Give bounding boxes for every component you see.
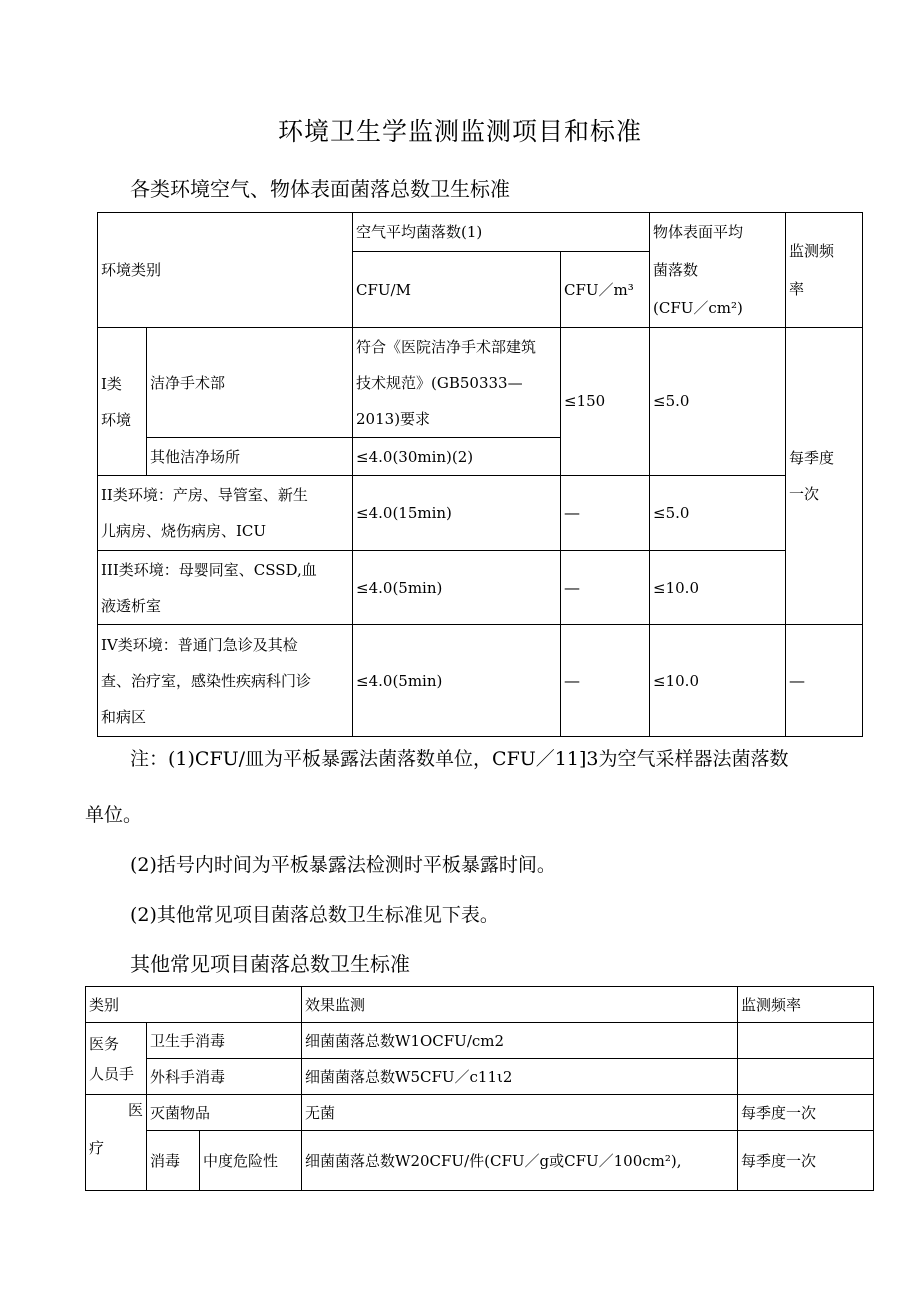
class-3-label: III类环境：母婴同室、CSSD,血 液透析室	[98, 551, 353, 625]
table2-caption: 其他常见项目菌落总数卫生标准	[130, 952, 410, 976]
header-air-count: 空气平均菌落数(1)	[353, 213, 650, 252]
note-3: (2)其他常见项目菌落总数卫生标准见下表。	[130, 904, 499, 926]
environment-standards-table	[97, 212, 863, 737]
header-cfu-m3: CFU／m³	[561, 252, 650, 328]
class-3-m3: —	[561, 551, 650, 625]
class-2-surface: ≤5.0	[650, 476, 786, 551]
t2-hygienic-hand-disinfection: 卫生手消毒	[147, 1023, 302, 1059]
class-4-label: IV类环境：普通门急诊及其检 查、治疗室，感染性疾病科门诊 和病区	[98, 625, 353, 737]
t2-header-type: 类别	[86, 987, 302, 1023]
class-1-other-air: ≤4.0(30min)(2)	[353, 438, 561, 476]
t2-sterile-frequency: 每季度一次	[738, 1095, 874, 1131]
frequency-quarterly: 每季度 一次	[786, 328, 863, 625]
t2-surgical-frequency	[738, 1059, 874, 1095]
t2-sterile-effect: 无菌	[302, 1095, 738, 1131]
header-env-class: 环境类别	[98, 213, 353, 328]
header-frequency: 监测频 率	[786, 213, 863, 328]
class-1-sub-clean-op: 洁净手术部	[147, 328, 353, 438]
class-2-air: ≤4.0(15min)	[353, 476, 561, 551]
class-3-air: ≤4.0(5min)	[353, 551, 561, 625]
other-items-standards-table	[85, 986, 874, 1191]
class-1-air-value: 符合《医院洁净手术部建筑 技术规范》(GB50333— 2013)要求	[353, 328, 561, 438]
header-cfu-m: CFU/M	[353, 252, 561, 328]
t2-group-medical-staff-hands: 医务 人员手	[86, 1023, 147, 1095]
page-title: 环境卫生学监测监测项目和标准	[277, 117, 642, 146]
t2-medium-risk: 中度危险性	[200, 1131, 302, 1191]
t2-group-medical: 医 疗	[86, 1095, 147, 1191]
header-surface-count: 物体表面平均 菌落数 (CFU／cm²)	[650, 213, 786, 328]
t2-medium-risk-frequency: 每季度一次	[738, 1131, 874, 1191]
class-4-frequency: —	[786, 625, 863, 737]
note-1-line-2: 单位。	[85, 804, 143, 826]
t2-surgical-hand-disinfection: 外科手消毒	[147, 1059, 302, 1095]
t2-disinfection: 消毒	[147, 1131, 200, 1191]
t2-hygienic-effect: 细菌菌落总数W1OCFU/cm2	[302, 1023, 738, 1059]
t2-header-effect: 效果监测	[302, 987, 738, 1023]
t2-medium-risk-effect: 细菌菌落总数W20CFU/件(CFU／g或CFU／100cm²),	[302, 1131, 738, 1191]
class-1-surface-value: ≤5.0	[650, 328, 786, 476]
t2-header-frequency: 监测频率	[738, 987, 874, 1023]
class-2-label: II类环境：产房、导管室、新生 儿病房、烧伤病房、ICU	[98, 476, 353, 551]
class-1-m3-value: ≤150	[561, 328, 650, 476]
class-2-m3: —	[561, 476, 650, 551]
class-4-air: ≤4.0(5min)	[353, 625, 561, 737]
table1-caption: 各类环境空气、物体表面菌落总数卫生标准	[130, 177, 510, 201]
class-4-surface: ≤10.0	[650, 625, 786, 737]
class-1-label: I类 环境	[98, 328, 147, 476]
note-2: (2)括号内时间为平板暴露法检测时平板暴露时间。	[130, 854, 556, 876]
t2-surgical-effect: 细菌菌落总数W5CFU／c11ι2	[302, 1059, 738, 1095]
class-1-sub-other: 其他洁净场所	[147, 438, 353, 476]
class-3-surface: ≤10.0	[650, 551, 786, 625]
class-4-m3: —	[561, 625, 650, 737]
note-1-line-1: 注：(1)CFU/皿为平板暴露法菌落数单位，CFU／11]3为空气采样器法菌落数	[130, 748, 789, 770]
t2-sterile-items: 灭菌物品	[147, 1095, 302, 1131]
t2-hygienic-frequency	[738, 1023, 874, 1059]
